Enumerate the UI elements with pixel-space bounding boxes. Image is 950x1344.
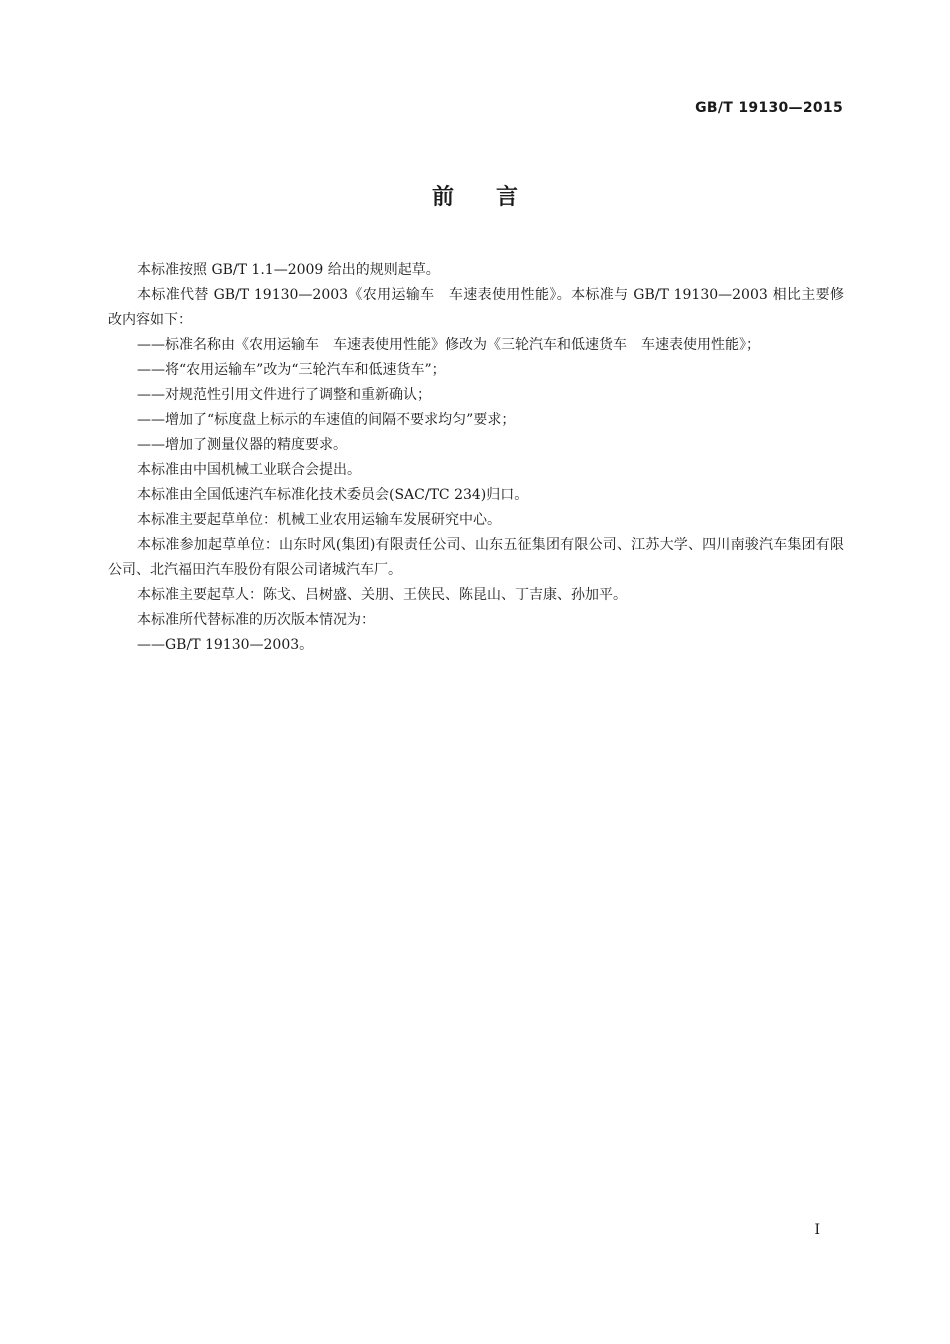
list-item-scale-interval: ——增加了“标度盘上标示的车速值的间隔不要求均匀”要求； [137, 412, 516, 428]
paragraph-committee: 本标准由全国低速汽车标准化技术委员会(SAC/TC 234)归口。 [137, 487, 529, 503]
page-title: 前言 [431, 185, 560, 210]
list-item-previous-version: ——GB/T 19130—2003。 [137, 637, 314, 653]
paragraph-main-drafter: 本标准主要起草单位：机械工业农用运输车发展研究中心。 [137, 512, 501, 528]
list-item-instrument-accuracy: ——增加了测量仪器的精度要求。 [137, 437, 347, 453]
paragraph-proposer: 本标准由中国机械工业联合会提出。 [137, 462, 361, 478]
foreword-body [108, 258, 844, 658]
page-number: I [814, 1222, 820, 1238]
paragraph-participants: 本标准参加起草单位：山东时风(集团)有限责任公司、山东五征集团有限公司、江苏大学、四川南骏汽车集团有限公司、北汽福田汽车股份有限公司诸城汽车厂。 [108, 537, 844, 578]
list-item-name-change: ——标准名称由《农用运输车 车速表使用性能》修改为《三轮汽车和低速货车 车速表使用性能》； [137, 337, 760, 353]
list-item-references: ——对规范性引用文件进行了调整和重新确认； [137, 387, 431, 403]
paragraph-drafters: 本标准主要起草人：陈戈、吕树盛、关朋、王侠民、陈昆山、丁吉康、孙加平。 [137, 587, 627, 603]
paragraph-drafting-rules: 本标准按照 GB/T 1.1—2009 给出的规则起草。 [137, 262, 440, 278]
paragraph-history: 本标准所代替标准的历次版本情况为： [137, 612, 375, 628]
list-item-term-change: ——将“农用运输车”改为“三轮汽车和低速货车”； [137, 362, 446, 378]
standard-code: GB/T 19130—2015 [695, 100, 843, 116]
paragraph-replacement: 本标准代替 GB/T 19130—2003《农用运输车 车速表使用性能》。本标准与 GB/T 19130—2003 相比主要修改内容如下： [108, 287, 844, 328]
